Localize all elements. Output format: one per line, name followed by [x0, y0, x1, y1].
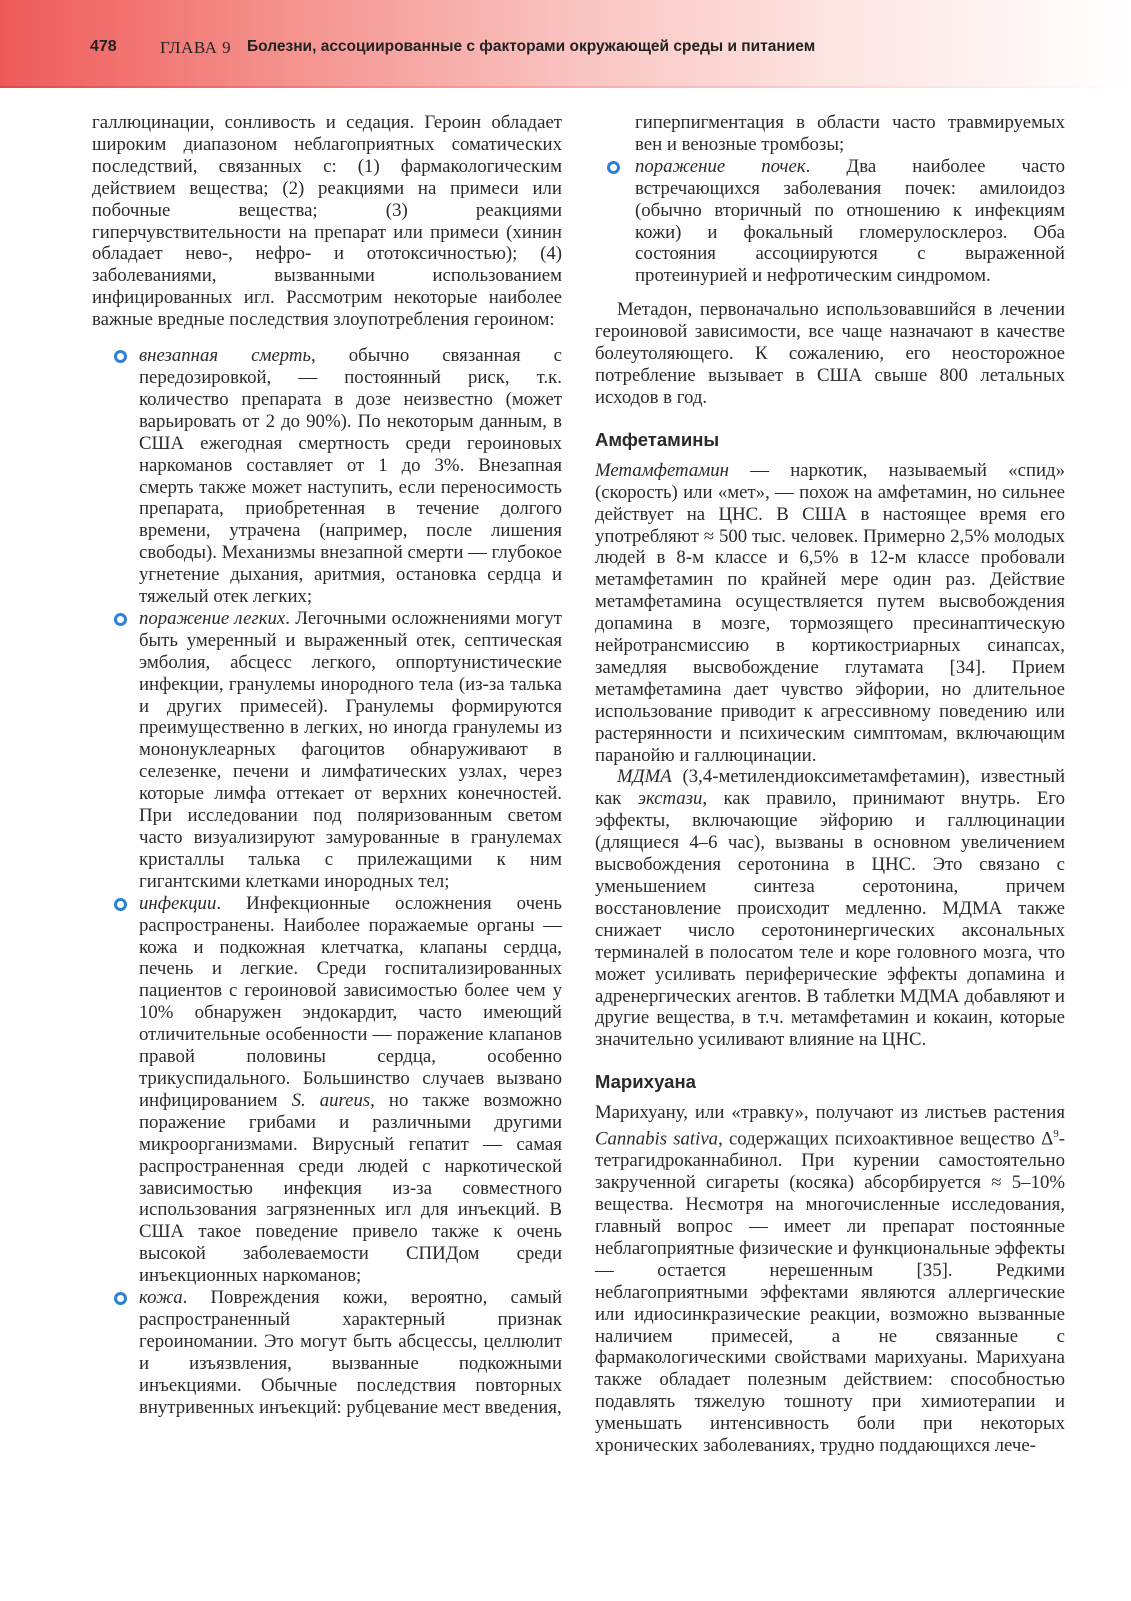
page-number: 478 [90, 38, 117, 55]
bullet-text: , но также возможно поражение грибами и различными другими микроорганизмами. Вирусный гепатит — самая распространенная среди людей с наркотической зависимостью инфекция из-за совместного использования загрязненных игл для инъекций. В США такое поведение привело также к очень высокой заболеваемости СПИДом среди инъекционных наркоманов; [139, 1089, 562, 1287]
list-item [92, 1287, 562, 1418]
bullet-term: кожа [139, 1287, 183, 1309]
methadone-paragraph: Метадон, первоначально использовавшийся в лечении героиновой зависимости, все чаще назначают в качестве болеутоляющего. К сожалению, его неосторожное потребление вызывает в США свыше 800 летальных исходов в год. [595, 299, 1065, 408]
mdma-paragraph [595, 766, 1065, 1051]
meth-paragraph [595, 460, 1065, 767]
bullet-text: . Инфекционные осложнения очень распространены. Наиболее поражаемые органы — кожа и подкожная клетчатка, клапаны сердца, печень и легкие. Среди госпитализированных пациентов с героиновой зависимостью более чем у 10% обнаружен эндокардит, часто имеющий отличительные особенности — поражение клапанов правой половины сердца, особенно трикуспидального. Большинство случаев вызвано инфицированием [139, 892, 562, 1111]
list-item [92, 608, 562, 893]
marijuana-text: , содержащих психоактивное вещество Δ [718, 1128, 1054, 1150]
kidney-list [595, 156, 1065, 287]
marijuana-text: -тетрагидроканнабинол. При курении самостоятельно закрученной сигареты (косяка) абсорбируется ≈ 5–10% вещества. Несмотря на многочисленные исследования, главный вопрос — имеет ли препарат постоянные неблагоприятные физические и функциональные эффекты — остается нерешенным [35]. Редкими неблагоприятными эффектами являются аллергические или идиосинкразические реакции, возможно вызванные наличием примесей, а не связанные с фармакологическими свойствами марихуаны. Марихуана также обладает полезным действием: способностью подавлять тяжелую тошноту при химиотерапии и уменьшать интенсивность боли при некоторых хронических заболеваниях, трудно поддающихся лече- [595, 1128, 1065, 1457]
list-item [92, 893, 562, 1287]
chapter-label: ГЛАВА 9 [160, 38, 232, 57]
bullet-term: поражение легких [139, 607, 286, 629]
meth-text: — наркотик, называемый «спид» (скорость) или «мет», — похож на амфетамин, но сильнее действует на ЦНС. В США в настоящее время его употребляют ≈ 500 тыс. человек. Примерно 2,5% молодых людей в 8-м классе и 6,5% в 12-м классе пробовали метамфетамин по крайней мере один раз. Действие метамфетамина осуществляется путем высвобождения допамина в мозге, тормозящего пресинаптическую нейротрансмиссию в кортикостриарных синапсах, замедляя высвобождение глутамата [34]. Прием метамфетамина дает чувство эйфории, но длительное использование приводит к агрессивному поведению или растерянности и психическим симптомам, включающим паранойю и галлюцинации. [595, 459, 1065, 766]
bullet-term: внезапная смерть [139, 345, 312, 367]
bullet-icon [114, 350, 127, 363]
marijuana-text: Марихуану, или «травку», получают из листьев растения [595, 1102, 1065, 1124]
bullet-icon [114, 1292, 127, 1305]
right-column [595, 112, 1065, 1457]
intro-paragraph: галлюцинации, сонливость и седация. Героин обладает широким диапазоном неблагоприятных соматических последствий, связанных с: (1) фармакологическим действием вещества; (2) реакциями на примеси или побочные вещества; (3) реакциями гиперчувствительности на препарат или примеси (хинин обладает нево-, нефро- и ототоксичностью); (4) заболеваниями, вызванными использованием инфицированных игл. Рассмотрим некоторые наиболее важные вредные последствия злоупотребления героином: [92, 112, 562, 331]
bullet-icon [114, 613, 127, 626]
bullet-text: . Повреждения кожи, вероятно, самый распространенный характерный признак героиномании. Это могут быть абсцессы, целлюлит и изъязвления, вызванные подкожными инъекциями. Обычные последствия повторных внутривенных инъекций: рубцевание мест введения, [139, 1287, 562, 1418]
section-heading-marijuana: Марихуана [595, 1071, 696, 1093]
header-divider [0, 86, 1131, 88]
superscript-9: 9 [1053, 1128, 1059, 1141]
bullet-text: . Легочными осложнениями могут быть умеренный и выраженный отек, септическая эмболия, абсцесс легкого, оппортунистические инфекции, гранулемы инородного тела (из-за талька и других примесей). Гранулемы формируются преимущественно в легких, но иногда гранулемы из мононуклеарных фагоцитов обнаруживают в селезенке, печени и лимфатических узлах, через которые лимфа оттекает от верхних конечностей. При исследовании под поляризованным светом часто визуализируют замурованные в гранулемах кристаллы талька с прилежащими к ним гигантскими клетками инородных тел; [139, 607, 562, 892]
chapter-title: Болезни, ассоциированные с факторами окружающей среды и питанием [247, 38, 816, 55]
bullet-term: поражение почек [635, 155, 806, 177]
mdma-text: (3,4-метилендиоксиметамфетамин), известный как [595, 766, 1065, 810]
heroin-effects-list [92, 345, 562, 1418]
bullet-icon [114, 898, 127, 911]
bullet-term: инфекции [139, 892, 217, 914]
mdma-term: МДМА [617, 766, 672, 788]
list-item [595, 156, 1065, 287]
mdma-text: , как правило, принимают внутрь. Его эффекты, включающие эйфорию и галлюцинации (длящиеся 4–6 час), вызваны в основном увеличением высвобождения серотонина в ЦНС. Это связано с уменьшением синтеза серотонина, причем восстановление происходит медленно. МДМА также снижает число серотонинергических аксональных терминалей в полосатом теле и коре головного мозга, что может усиливать периферические эффекты допамина и адренергических агентов. В таблетки МДМА добавляют и другие вещества, в т.ч. метамфетамин и кокаин, которые значительно усиливают влияние на ЦНС. [595, 788, 1065, 1051]
bullet-text: , обычно связанная с передозировкой, — постоянный риск, т.к. количество препарата в дозе неизвестно (может варьировать от 2 до 90%). По некоторым данным, в США ежегодная смертность среди героиновых наркоманов составляет от 1 до 3%. Внезапная смерть также может наступить, если переносимость препарата, приобретенная в течение долгого времени, утрачена (например, после лишения свободы). Механизмы внезапной смерти — глубокое угнетение дыхания, аритмия, остановка сердца и тяжелый отек легких; [139, 345, 563, 608]
ecstasy-term: экстази [637, 788, 703, 810]
list-item [92, 345, 562, 608]
left-column [92, 112, 562, 1418]
marijuana-paragraph [595, 1102, 1065, 1457]
section-heading-amphetamines: Амфетамины [595, 428, 720, 450]
bullet-text: . Два наиболее часто встречающихся заболевания почек: амилоидоз (обычно вторичный по отношению к инфекциям кожи) и фокальный гломерулосклероз. Оба состояния ассоциируются с выраженной протеинурией и нефротическим синдромом. [635, 155, 1065, 287]
bullet-icon [607, 161, 620, 174]
continuation-text: гиперпигментация в области часто травмируемых вен и венозные тромбозы; [635, 112, 1065, 155]
cannabis-name: Cannabis sativa [595, 1128, 719, 1150]
organism-name: S. aureus [291, 1089, 371, 1111]
meth-term: Метамфетамин [595, 459, 729, 481]
